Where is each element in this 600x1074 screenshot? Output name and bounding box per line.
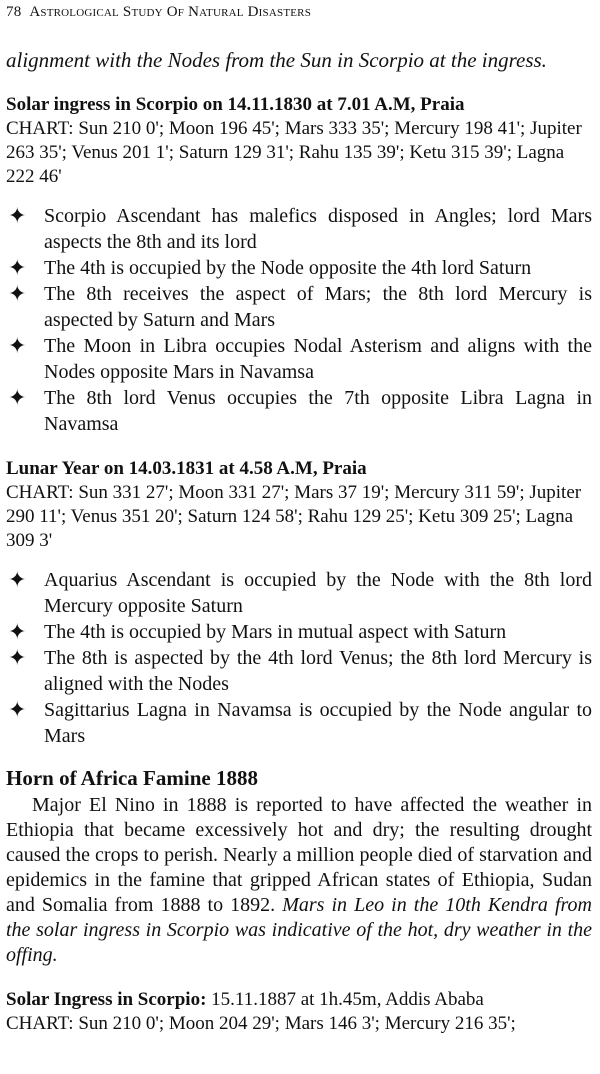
- section-heading: Horn of Africa Famine 1888: [6, 766, 258, 790]
- ingress-detail: 15.11.1887 at 1h.45m, Addis Ababa: [211, 989, 484, 1010]
- list-item: [6, 203, 592, 255]
- list-item-text: The 8th is aspected by the 4th lord Venus; the 8th lord Mercury is aligned with the Nodes: [44, 647, 592, 695]
- bullet-list: [6, 567, 592, 749]
- running-head-title: Astrological Study Of Natural Disasters: [29, 4, 312, 20]
- page-number: 78: [6, 4, 22, 20]
- list-item: [6, 697, 592, 749]
- list-item-text: The Moon in Libra occupies Nodal Asterism and aligns with the Nodes opposite Mars in Navamsa: [44, 335, 592, 383]
- chart-positions: CHART: Sun 331 27'; Moon 331 27'; Mars 37 19'; Mercury 311 59'; Jupiter 290 11'; Venus 351 20'; Saturn 124 58'; Rahu 129 25'; Ketu 309 25'; Lagna 309 3': [6, 482, 582, 551]
- cross-star-icon: ✦: [8, 203, 27, 228]
- cross-star-icon: ✦: [8, 333, 27, 358]
- body-paragraph: [6, 793, 592, 968]
- list-item: [6, 281, 592, 333]
- cross-star-icon: ✦: [8, 385, 27, 410]
- list-item-text: The 8th receives the aspect of Mars; the 8th lord Mercury is aspected by Saturn and Mars: [44, 283, 592, 331]
- list-item: [6, 385, 592, 437]
- chart-positions: CHART: Sun 210 0'; Moon 196 45'; Mars 333 35'; Mercury 198 41'; Jupiter 263 35'; Venus 201 1'; Saturn 129 31'; Rahu 135 39'; Ketu 315 39'; Lagna 222 46': [6, 118, 582, 187]
- paragraph-text: Major El Nino in 1888 is reported to have affected the weather in Ethiopia that became excessively hot and dry; the resulting drought caused the crops to perish. Nearly a million people died of starvation and epidemics in the famine that gripped African states of Ethiopia, Sudan and Somalia from 1888 to 1892.: [6, 794, 592, 916]
- list-item-text: Aquarius Ascendant is occupied by the Node with the 8th lord Mercury opposite Saturn: [44, 569, 592, 617]
- cross-star-icon: ✦: [8, 619, 27, 644]
- list-item-text: The 4th is occupied by Mars in mutual aspect with Saturn: [44, 621, 507, 643]
- list-item: [6, 645, 592, 697]
- list-item: [6, 567, 592, 619]
- cross-star-icon: ✦: [8, 281, 27, 306]
- chart-positions: CHART: Sun 210 0'; Moon 204 29'; Mars 146 3'; Mercury 216 35';: [6, 1013, 516, 1034]
- lead-line: alignment with the Nodes from the Sun in Scorpio at the ingress.: [6, 48, 547, 72]
- list-item: [6, 619, 592, 645]
- list-item-text: Scorpio Ascendant has malefics disposed in Angles; lord Mars aspects the 8th and its lord: [44, 205, 592, 253]
- cross-star-icon: ✦: [8, 645, 27, 670]
- ingress-line: [6, 988, 592, 1012]
- block-heading: Lunar Year on 14.03.1831 at 4.58 A.M, Praia: [6, 458, 367, 479]
- list-item-text: Sagittarius Lagna in Navamsa is occupied by the Node angular to Mars: [44, 699, 592, 747]
- lunar-year-1831-block: [6, 457, 592, 749]
- cross-star-icon: ✦: [8, 697, 27, 722]
- paragraph-italic-text: Mars in Leo in the 10th Kendra from the solar ingress in Scorpio was indicative of the hot, dry weather in the offing.: [6, 894, 593, 966]
- list-item: [6, 255, 592, 281]
- list-item: [6, 333, 592, 385]
- bullet-list: [6, 203, 592, 437]
- list-item-text: The 4th is occupied by the Node opposite the 4th lord Saturn: [44, 257, 532, 279]
- ingress-label: Solar Ingress in Scorpio:: [6, 989, 207, 1010]
- cross-star-icon: ✦: [8, 255, 27, 280]
- running-head: [6, 0, 592, 26]
- list-item-text: The 8th lord Venus occupies the 7th opposite Libra Lagna in Navamsa: [44, 387, 592, 435]
- block-heading: Solar ingress in Scorpio on 14.11.1830 at 7.01 A.M, Praia: [6, 94, 465, 115]
- solar-ingress-1887-block: [6, 988, 592, 1036]
- cross-star-icon: ✦: [8, 567, 27, 592]
- solar-ingress-1830-block: [6, 93, 592, 437]
